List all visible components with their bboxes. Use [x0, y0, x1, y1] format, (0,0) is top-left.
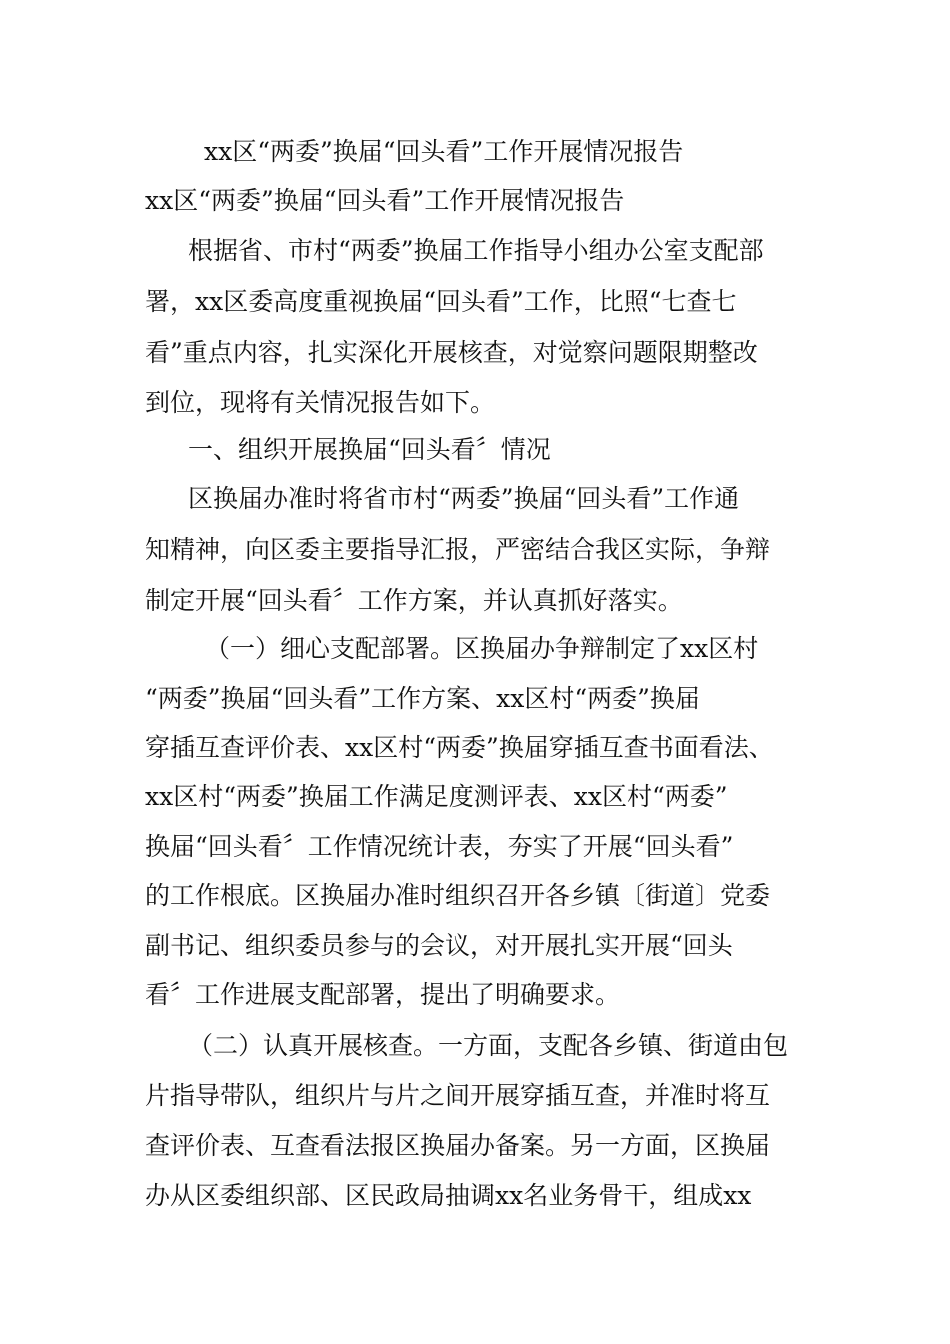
paragraph-line: （一）细心支配部署。区换届办争辩制定了xx区村: [205, 634, 759, 663]
paragraph-line: 知精神，向区委主要指导汇报，严密结合我区实际，争辩: [145, 535, 771, 564]
paragraph-line: 区换届办准时将省市村“两委”换届“回头看”工作通: [188, 484, 740, 513]
paragraph-line: 制定开展“回头看〞工作方案，并认真抓好落实。: [145, 586, 683, 615]
paragraph-line: xx区村“两委”换届工作满足度测评表、xx区村“两委”: [145, 782, 728, 811]
paragraph-line: 署，xx区委高度重视换届“回头看”工作，比照“七查七: [145, 287, 737, 316]
paragraph-line: xx区“两委”换届“回头看”工作开展情况报告: [145, 186, 625, 215]
paragraph-line: 到位，现将有关情况报告如下。: [145, 388, 496, 417]
paragraph-line: 的工作根底。区换届办准时组织召开各乡镇〔街道〕党委: [145, 881, 771, 910]
paragraph-line: 查评价表、互查看法报区换届办备案。另一方面，区换届: [145, 1131, 771, 1160]
paragraph-line: 副书记、组织委员参与的会议，对开展扎实开展“回头: [145, 931, 733, 960]
paragraph-line: “两委”换届“回头看”工作方案、xx区村“两委”换届: [145, 684, 700, 713]
paragraph-line: 看”重点内容，扎实深化开展核查，对觉察问题限期整改: [145, 338, 758, 367]
paragraph-line: 换届“回头看〞工作情况统计表，夯实了开展“回头看”: [145, 832, 734, 861]
paragraph-line: 办从区委组织部、区民政局抽调xx名业务骨干，组成xx: [145, 1181, 752, 1210]
paragraph-line: 片指导带队，组织片与片之间开展穿插互查，并准时将互: [145, 1081, 771, 1110]
section-heading: 一、组织开展换届“回头看〞情况: [188, 435, 551, 464]
paragraph-line: 看〞工作进展支配部署，提出了明确要求。: [145, 980, 621, 1009]
paragraph-line: 穿插互查评价表、xx区村“两委”换届穿插互查书面看法、: [145, 733, 774, 762]
document-title: xx区“两委”换届“回头看”工作开展情况报告: [204, 137, 684, 166]
paragraph-line: 根据省、市村“两委”换届工作指导小组办公室支配部: [188, 236, 764, 265]
paragraph-line: （二）认真开展核查。一方面，支配各乡镇、街道由包: [188, 1031, 789, 1060]
